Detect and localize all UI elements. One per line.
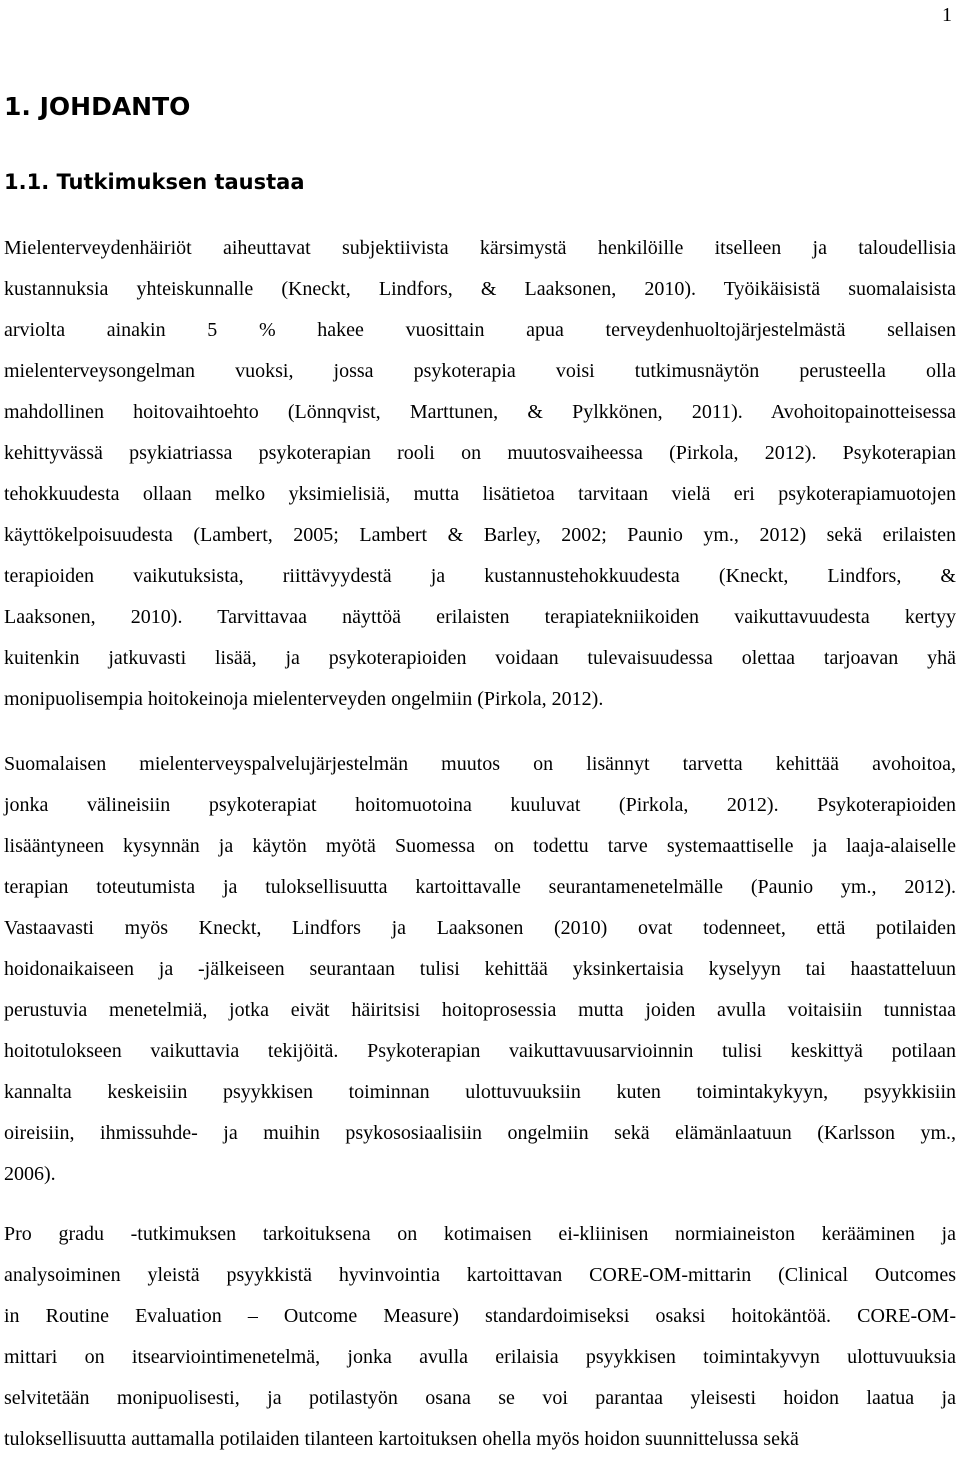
text-line: Pro gradu -tutkimuksen tarkoituksena on kotimaisen ei-kliinisen normiaineiston kerääminen ja xyxy=(4,1223,956,1245)
text-line: kehittyvässä psykiatriassa psykoterapian rooli on muutosvaiheessa (Pirkola, 2012). Psykoterapian xyxy=(4,442,956,464)
paragraph-1 xyxy=(4,228,956,720)
text-line: Vastaavasti myös Kneckt, Lindfors ja Laaksonen (2010) ovat todenneet, että potilaiden xyxy=(4,917,956,939)
text-line: lisääntyneen kysynnän ja käytön myötä Suomessa on todettu tarve systemaattiselle ja laaja-alaiselle xyxy=(4,835,956,857)
text-line: tehokkuudesta ollaan melko yksimielisiä, mutta lisätietoa tarvitaan vielä eri psykoterapiamuotojen xyxy=(4,483,956,505)
section-heading: 1.1. Tutkimuksen taustaa xyxy=(4,170,305,194)
text-line: kustannuksia yhteiskunnalle (Kneckt, Lindfors, & Laaksonen, 2010). Työikäisistä suomalaisista xyxy=(4,278,956,300)
text-line: selvitetään monipuolisesti, ja potilastyön osana se voi parantaa yleisesti hoidon laatua ja xyxy=(4,1387,956,1409)
chapter-heading: 1. JOHDANTO xyxy=(4,92,191,121)
text-line: mielenterveysongelman vuoksi, jossa psykoterapia voisi tutkimusnäytön perusteella olla xyxy=(4,360,956,382)
text-line: jonka välineisiin psykoterapiat hoitomuotoina kuuluvat (Pirkola, 2012). Psykoterapioiden xyxy=(4,794,956,816)
page-number: 1 xyxy=(942,4,952,26)
text-line: arviolta ainakin 5 % hakee vuosittain apua terveydenhuoltojärjestelmästä sellaisen xyxy=(4,319,956,341)
text-line: in Routine Evaluation – Outcome Measure) standardoimiseksi osaksi hoitokäntöä. CORE-OM- xyxy=(4,1305,956,1327)
text-line: hoitotulokseen vaikuttavia tekijöitä. Psykoterapian vaikuttavuusarvioinnin tulisi keskittyä potilaan xyxy=(4,1040,956,1062)
text-line: käyttökelpoisuudesta (Lambert, 2005; Lambert & Barley, 2002; Paunio ym., 2012) sekä erilaisten xyxy=(4,524,956,546)
text-line: kuitenkin jatkuvasti lisää, ja psykoterapioiden voidaan tulevaisuudessa olettaa tarjoavan yhä xyxy=(4,647,956,669)
text-line: monipuolisempia hoitokeinoja mielenterveyden ongelmiin (Pirkola, 2012). xyxy=(4,688,604,710)
text-line: 2006). xyxy=(4,1163,56,1185)
text-line: analysoiminen yleistä psyykkistä hyvinvointia kartoittavan CORE-OM-mittarin (Clinical Outcomes xyxy=(4,1264,956,1286)
text-line: oireisiin, ihmissuhde- ja muihin psykososiaalisiin ongelmiin sekä elämänlaatuun (Karlsson ym., xyxy=(4,1122,956,1144)
text-line: hoidonaikaiseen ja -jälkeiseen seurantaan tulisi kehittää yksinkertaisia kyselyyn tai haastatteluun xyxy=(4,958,956,980)
text-line: perustuvia menetelmiä, jotka eivät häiritsisi hoitoprosessia mutta joiden avulla voitaisiin tunnistaa xyxy=(4,999,956,1021)
text-line: terapioiden vaikutuksista, riittävyydestä ja kustannustehokkuudesta (Kneckt, Lindfors, & xyxy=(4,565,956,587)
text-line: tuloksellisuutta auttamalla potilaiden tilanteen kartoituksen ohella myös hoidon suunnittelussa sekä xyxy=(4,1428,799,1450)
text-line: Mielenterveydenhäiriöt aiheuttavat subjektiivista kärsimystä henkilöille itselleen ja taloudellisia xyxy=(4,237,956,259)
text-line: mittari on itsearviointimenetelmä, jonka avulla erilaisia psyykkisen toimintakyvyn ulottuvuuksia xyxy=(4,1346,956,1368)
text-line: terapian toteutumista ja tuloksellisuutta kartoittavalle seurantamenetelmälle (Paunio ym., 2012). xyxy=(4,876,956,898)
text-line: Suomalaisen mielenterveyspalvelujärjestelmän muutos on lisännyt tarvetta kehittää avohoitoa, xyxy=(4,753,956,775)
text-line: Laaksonen, 2010). Tarvittavaa näyttöä erilaisten terapiatekniikoiden vaikuttavuudesta kertyy xyxy=(4,606,956,628)
text-line: mahdollinen hoitovaihtoehto (Lönnqvist, Marttunen, & Pylkkönen, 2011). Avohoitopainotteisessa xyxy=(4,401,956,423)
paragraph-3 xyxy=(4,1214,956,1460)
paragraph-2 xyxy=(4,744,956,1195)
text-line: kannalta keskeisiin psyykkisen toiminnan ulottuvuuksiin kuten toimintakykyyn, psyykkisiin xyxy=(4,1081,956,1103)
